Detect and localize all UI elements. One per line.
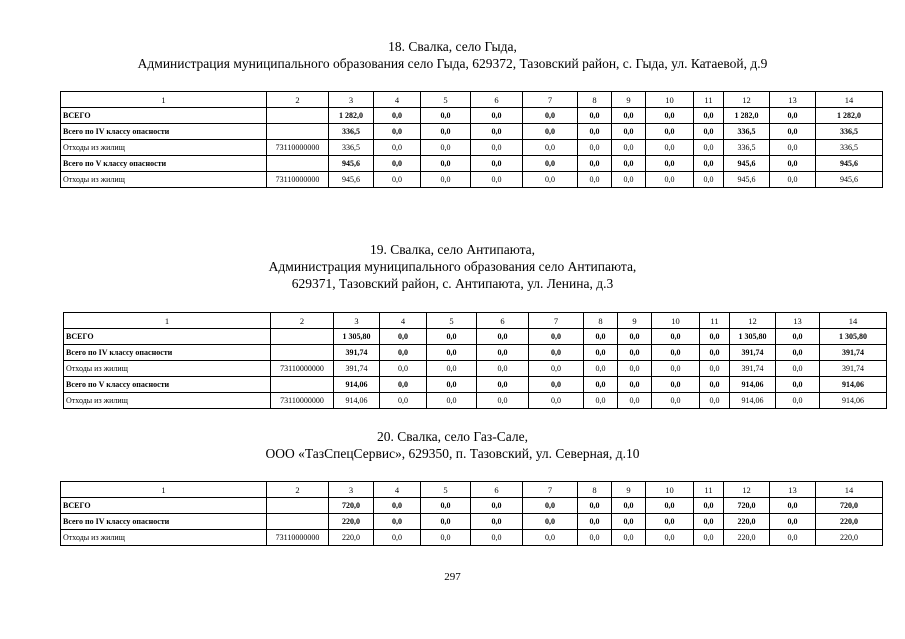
value-cell: 0,0 [477, 377, 529, 393]
value-cell: 0,0 [421, 514, 471, 530]
column-header: 4 [374, 92, 421, 108]
waste-code-cell: 73110000000 [267, 530, 329, 546]
section-heading-20 [0, 428, 905, 462]
table-row [61, 140, 883, 156]
value-cell: 0,0 [421, 124, 471, 140]
value-cell: 0,0 [421, 172, 471, 188]
value-cell: 391,74 [730, 345, 776, 361]
value-cell: 0,0 [427, 345, 477, 361]
value-cell: 0,0 [770, 156, 816, 172]
value-cell: 0,0 [477, 329, 529, 345]
value-cell: 0,0 [529, 361, 584, 377]
row-label: Отходы из жилищ [64, 393, 271, 409]
column-header: 12 [724, 482, 770, 498]
value-cell: 0,0 [421, 140, 471, 156]
table-header-row [61, 92, 883, 108]
value-cell: 0,0 [578, 156, 612, 172]
value-cell: 0,0 [374, 156, 421, 172]
waste-code-cell [271, 345, 334, 361]
value-cell: 1 305,80 [730, 329, 776, 345]
value-cell: 0,0 [694, 530, 724, 546]
column-header: 14 [820, 313, 887, 329]
value-cell: 0,0 [694, 498, 724, 514]
value-cell: 0,0 [700, 361, 730, 377]
value-cell: 0,0 [380, 329, 427, 345]
value-cell: 914,06 [820, 393, 887, 409]
value-cell: 0,0 [700, 345, 730, 361]
value-cell: 0,0 [652, 393, 700, 409]
section-title-line: 18. Свалка, село Гыда, [388, 39, 517, 54]
column-header: 11 [694, 482, 724, 498]
value-cell: 220,0 [816, 514, 883, 530]
value-cell: 391,74 [334, 361, 380, 377]
value-cell: 0,0 [584, 393, 618, 409]
value-cell: 0,0 [694, 108, 724, 124]
value-cell: 0,0 [380, 377, 427, 393]
column-header: 4 [380, 313, 427, 329]
row-label: Отходы из жилищ [64, 361, 271, 377]
value-cell: 0,0 [646, 124, 694, 140]
value-cell: 0,0 [471, 124, 523, 140]
column-header: 5 [421, 482, 471, 498]
table-header-row [64, 313, 887, 329]
column-header: 6 [471, 92, 523, 108]
value-cell: 0,0 [523, 172, 578, 188]
value-cell: 0,0 [477, 361, 529, 377]
value-cell: 0,0 [374, 140, 421, 156]
value-cell: 391,74 [334, 345, 380, 361]
column-header: 8 [578, 92, 612, 108]
column-header: 1 [61, 92, 267, 108]
value-cell: 0,0 [770, 514, 816, 530]
value-cell: 914,06 [334, 377, 380, 393]
value-cell: 945,6 [329, 156, 374, 172]
value-cell: 0,0 [374, 108, 421, 124]
value-cell: 0,0 [584, 345, 618, 361]
value-cell: 0,0 [471, 108, 523, 124]
column-header: 2 [267, 482, 329, 498]
value-cell: 220,0 [816, 530, 883, 546]
value-cell: 0,0 [578, 498, 612, 514]
value-cell: 0,0 [380, 361, 427, 377]
column-header: 8 [578, 482, 612, 498]
value-cell: 0,0 [427, 393, 477, 409]
value-cell: 0,0 [770, 530, 816, 546]
value-cell: 0,0 [652, 377, 700, 393]
value-cell: 0,0 [700, 393, 730, 409]
value-cell: 0,0 [529, 393, 584, 409]
value-cell: 914,06 [820, 377, 887, 393]
value-cell: 0,0 [529, 329, 584, 345]
value-cell: 220,0 [724, 514, 770, 530]
column-header: 3 [329, 92, 374, 108]
waste-code-cell: 73110000000 [271, 393, 334, 409]
value-cell: 0,0 [694, 124, 724, 140]
value-cell: 0,0 [578, 172, 612, 188]
row-label: Всего по IV классу опасности [61, 124, 267, 140]
value-cell: 914,06 [730, 377, 776, 393]
value-cell: 220,0 [329, 530, 374, 546]
column-header: 7 [523, 482, 578, 498]
value-cell: 391,74 [820, 345, 887, 361]
section-heading-18 [0, 38, 905, 72]
column-header: 7 [529, 313, 584, 329]
value-cell: 0,0 [618, 393, 652, 409]
value-cell: 1 282,0 [724, 108, 770, 124]
value-cell: 720,0 [724, 498, 770, 514]
value-cell: 0,0 [421, 498, 471, 514]
section-title-line: 19. Свалка, село Антипаюта, [369, 242, 536, 257]
value-cell: 336,5 [724, 140, 770, 156]
value-cell: 0,0 [770, 498, 816, 514]
value-cell: 0,0 [523, 124, 578, 140]
value-cell: 0,0 [652, 329, 700, 345]
column-header: 2 [267, 92, 329, 108]
row-label: Отходы из жилищ [61, 530, 267, 546]
value-cell: 0,0 [612, 108, 646, 124]
value-cell: 0,0 [646, 530, 694, 546]
section-title-line: Администрация муниципального образования село Гыда, 629372, Тазовский район, с. Гыда, ул. Катаевой, д.9 [137, 56, 768, 71]
waste-code-cell: 73110000000 [267, 172, 329, 188]
table-header-row [61, 482, 883, 498]
row-label: Всего по V классу опасности [64, 377, 271, 393]
value-cell: 914,06 [334, 393, 380, 409]
column-header: 7 [523, 92, 578, 108]
value-cell: 0,0 [776, 361, 820, 377]
value-cell: 0,0 [652, 361, 700, 377]
value-cell: 0,0 [477, 345, 529, 361]
value-cell: 0,0 [584, 329, 618, 345]
value-cell: 0,0 [646, 514, 694, 530]
value-cell: 0,0 [421, 108, 471, 124]
column-header: 8 [584, 313, 618, 329]
value-cell: 0,0 [770, 140, 816, 156]
row-label: Всего по IV классу опасности [64, 345, 271, 361]
column-header: 4 [374, 482, 421, 498]
value-cell: 0,0 [612, 156, 646, 172]
column-header: 10 [646, 482, 694, 498]
row-label: Отходы из жилищ [61, 172, 267, 188]
section-title-line: ООО «ТазСпецСервис», 629350, п. Тазовский, ул. Северная, д.10 [265, 446, 640, 461]
column-header: 3 [329, 482, 374, 498]
value-cell: 1 305,80 [820, 329, 887, 345]
waste-code-cell [271, 329, 334, 345]
waste-table-20 [60, 481, 883, 546]
value-cell: 0,0 [646, 108, 694, 124]
row-label: ВСЕГО [61, 108, 267, 124]
value-cell: 0,0 [578, 140, 612, 156]
value-cell: 391,74 [730, 361, 776, 377]
value-cell: 0,0 [523, 156, 578, 172]
column-header: 9 [618, 313, 652, 329]
column-header: 3 [334, 313, 380, 329]
waste-table-19 [63, 312, 887, 409]
value-cell: 0,0 [427, 329, 477, 345]
value-cell: 720,0 [816, 498, 883, 514]
value-cell: 0,0 [529, 377, 584, 393]
column-header: 5 [421, 92, 471, 108]
value-cell: 0,0 [523, 108, 578, 124]
column-header: 12 [730, 313, 776, 329]
value-cell: 0,0 [380, 345, 427, 361]
column-header: 1 [61, 482, 267, 498]
value-cell: 0,0 [374, 514, 421, 530]
value-cell: 0,0 [776, 393, 820, 409]
column-header: 12 [724, 92, 770, 108]
value-cell: 945,6 [816, 172, 883, 188]
value-cell: 0,0 [770, 124, 816, 140]
value-cell: 0,0 [523, 530, 578, 546]
value-cell: 0,0 [612, 530, 646, 546]
value-cell: 0,0 [776, 377, 820, 393]
value-cell: 0,0 [646, 172, 694, 188]
table-row [61, 124, 883, 140]
value-cell: 0,0 [380, 393, 427, 409]
column-header: 13 [770, 482, 816, 498]
value-cell: 0,0 [578, 108, 612, 124]
value-cell: 0,0 [471, 156, 523, 172]
value-cell: 336,5 [816, 124, 883, 140]
value-cell: 945,6 [329, 172, 374, 188]
table-row [61, 108, 883, 124]
value-cell: 391,74 [820, 361, 887, 377]
value-cell: 945,6 [724, 156, 770, 172]
value-cell: 0,0 [694, 172, 724, 188]
value-cell: 0,0 [652, 345, 700, 361]
value-cell: 0,0 [374, 172, 421, 188]
value-cell: 0,0 [694, 514, 724, 530]
value-cell: 0,0 [578, 530, 612, 546]
value-cell: 336,5 [816, 140, 883, 156]
value-cell: 0,0 [471, 140, 523, 156]
value-cell: 0,0 [471, 498, 523, 514]
value-cell: 0,0 [770, 108, 816, 124]
section-title-line: Администрация муниципального образования село Антипаюта, [268, 259, 637, 274]
column-header: 11 [700, 313, 730, 329]
column-header: 13 [776, 313, 820, 329]
value-cell: 0,0 [427, 377, 477, 393]
value-cell: 0,0 [427, 361, 477, 377]
value-cell: 720,0 [329, 498, 374, 514]
column-header: 6 [471, 482, 523, 498]
table-row [61, 156, 883, 172]
value-cell: 0,0 [646, 156, 694, 172]
column-header: 9 [612, 482, 646, 498]
value-cell: 0,0 [776, 345, 820, 361]
value-cell: 0,0 [471, 172, 523, 188]
value-cell: 0,0 [618, 377, 652, 393]
value-cell: 0,0 [523, 140, 578, 156]
row-label: ВСЕГО [61, 498, 267, 514]
value-cell: 0,0 [374, 124, 421, 140]
waste-code-cell [267, 514, 329, 530]
table-row [64, 361, 887, 377]
column-header: 5 [427, 313, 477, 329]
row-label: ВСЕГО [64, 329, 271, 345]
row-label: Всего по IV классу опасности [61, 514, 267, 530]
section-title-line: 20. Свалка, село Газ-Сале, [377, 429, 528, 444]
value-cell: 0,0 [618, 329, 652, 345]
column-header: 2 [271, 313, 334, 329]
value-cell: 1 282,0 [329, 108, 374, 124]
value-cell: 1 282,0 [816, 108, 883, 124]
value-cell: 0,0 [776, 329, 820, 345]
value-cell: 0,0 [523, 514, 578, 530]
column-header: 13 [770, 92, 816, 108]
value-cell: 220,0 [329, 514, 374, 530]
waste-code-cell [267, 498, 329, 514]
row-label: Всего по V классу опасности [61, 156, 267, 172]
waste-code-cell [271, 377, 334, 393]
table-row [61, 530, 883, 546]
value-cell: 0,0 [471, 530, 523, 546]
table-row [61, 498, 883, 514]
value-cell: 0,0 [694, 140, 724, 156]
value-cell: 0,0 [612, 172, 646, 188]
waste-code-cell: 73110000000 [271, 361, 334, 377]
value-cell: 0,0 [612, 514, 646, 530]
section-title-line: 629371, Тазовский район, с. Антипаюта, ул. Ленина, д.3 [291, 276, 614, 291]
section-heading-19 [0, 241, 905, 292]
column-header: 14 [816, 482, 883, 498]
column-header: 9 [612, 92, 646, 108]
value-cell: 220,0 [724, 530, 770, 546]
table-row [64, 345, 887, 361]
value-cell: 0,0 [770, 172, 816, 188]
column-header: 14 [816, 92, 883, 108]
value-cell: 0,0 [646, 140, 694, 156]
column-header: 10 [646, 92, 694, 108]
value-cell: 0,0 [523, 498, 578, 514]
row-label: Отходы из жилищ [61, 140, 267, 156]
value-cell: 0,0 [612, 498, 646, 514]
value-cell: 0,0 [700, 377, 730, 393]
waste-table-18 [60, 91, 883, 188]
value-cell: 0,0 [471, 514, 523, 530]
value-cell: 0,0 [374, 498, 421, 514]
value-cell: 0,0 [612, 140, 646, 156]
value-cell: 0,0 [646, 498, 694, 514]
value-cell: 914,06 [730, 393, 776, 409]
value-cell: 0,0 [700, 329, 730, 345]
page-number: 297 [444, 571, 461, 583]
value-cell: 336,5 [329, 140, 374, 156]
column-header: 11 [694, 92, 724, 108]
value-cell: 1 305,80 [334, 329, 380, 345]
value-cell: 0,0 [618, 345, 652, 361]
table-row [61, 514, 883, 530]
waste-code-cell [267, 108, 329, 124]
waste-code-cell [267, 124, 329, 140]
value-cell: 945,6 [724, 172, 770, 188]
table-row [64, 393, 887, 409]
value-cell: 0,0 [578, 514, 612, 530]
value-cell: 0,0 [584, 361, 618, 377]
column-header: 6 [477, 313, 529, 329]
value-cell: 0,0 [612, 124, 646, 140]
value-cell: 0,0 [529, 345, 584, 361]
waste-code-cell [267, 156, 329, 172]
value-cell: 0,0 [584, 377, 618, 393]
value-cell: 0,0 [618, 361, 652, 377]
table-row [64, 377, 887, 393]
value-cell: 0,0 [421, 530, 471, 546]
value-cell: 945,6 [816, 156, 883, 172]
column-header: 10 [652, 313, 700, 329]
value-cell: 0,0 [694, 156, 724, 172]
value-cell: 0,0 [578, 124, 612, 140]
table-row [61, 172, 883, 188]
value-cell: 336,5 [329, 124, 374, 140]
value-cell: 0,0 [477, 393, 529, 409]
waste-code-cell: 73110000000 [267, 140, 329, 156]
value-cell: 336,5 [724, 124, 770, 140]
table-row [64, 329, 887, 345]
value-cell: 0,0 [421, 156, 471, 172]
column-header: 1 [64, 313, 271, 329]
value-cell: 0,0 [374, 530, 421, 546]
